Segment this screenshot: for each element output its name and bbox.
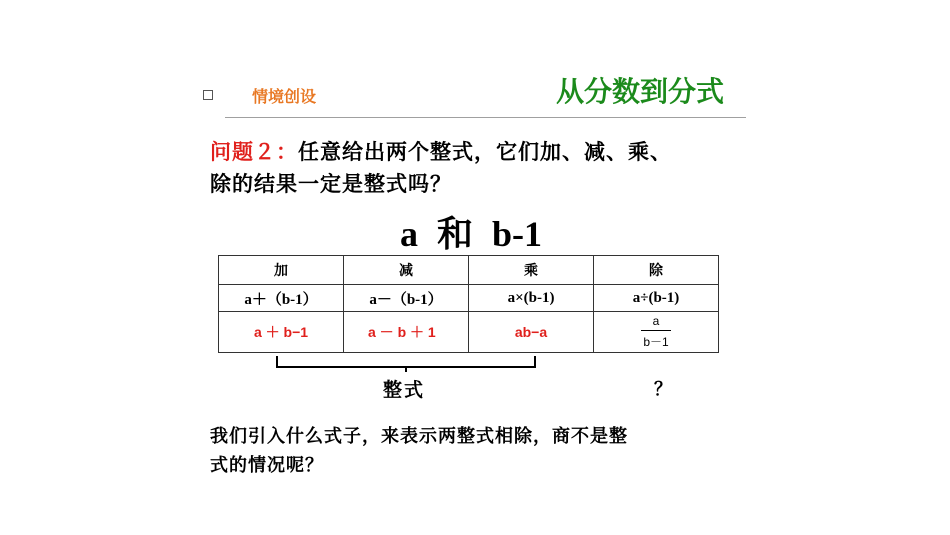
fraction-denominator: b－1 xyxy=(643,335,669,349)
table-header-row xyxy=(219,256,719,285)
closing-line1: 我们引入什么式子，来表示两整式相除，商不是整 xyxy=(210,426,628,447)
table-row-expressions xyxy=(219,285,719,312)
result-cell-divide xyxy=(594,312,719,353)
fraction-numerator: a xyxy=(652,314,660,328)
header-cell-subtract: 减 xyxy=(344,256,469,285)
closing-question xyxy=(210,422,770,480)
expr-cell-add: a＋（b-1） xyxy=(219,285,344,312)
result-cell-multiply: ab−a xyxy=(469,312,594,353)
result-cell-subtract xyxy=(344,312,469,353)
slide-title: 从分数到分式 xyxy=(556,75,725,108)
section-tag: 情境创设 xyxy=(252,89,317,106)
header-cell-add: 加 xyxy=(219,256,344,285)
checkbox-icon xyxy=(203,90,213,100)
expr-cell-divide: a÷(b-1) xyxy=(594,285,719,312)
brace-label: 整式 xyxy=(383,379,426,401)
question-mark: ？ xyxy=(654,379,672,400)
operations-table xyxy=(218,255,719,353)
expr-cell-multiply: a×(b-1) xyxy=(469,285,594,312)
grouping-brace-tip xyxy=(405,366,407,372)
headline-right: b-1 xyxy=(492,214,543,254)
title-divider xyxy=(225,117,746,118)
result-cell-add: a ＋ b−1 xyxy=(219,312,344,353)
question-text-line2: 除的结果一定是整式吗？ xyxy=(210,171,452,196)
table-row-results xyxy=(219,312,719,353)
closing-line2: 式的情况呢？ xyxy=(210,455,324,476)
fraction xyxy=(641,314,671,350)
question-text-line1: 任意给出两个整式，它们加、减、乘、 xyxy=(298,139,672,164)
headline-middle: 和 xyxy=(437,214,474,254)
result-subtract-text: a － b ＋ 1 xyxy=(368,324,436,340)
header-cell-divide: 除 xyxy=(594,256,719,285)
question-label: 问题２： xyxy=(210,139,298,164)
header-cell-multiply: 乘 xyxy=(469,256,594,285)
headline xyxy=(400,206,542,257)
headline-left: a xyxy=(400,214,418,254)
question-block xyxy=(210,136,770,200)
expr-cell-subtract: a－（b-1） xyxy=(344,285,469,312)
